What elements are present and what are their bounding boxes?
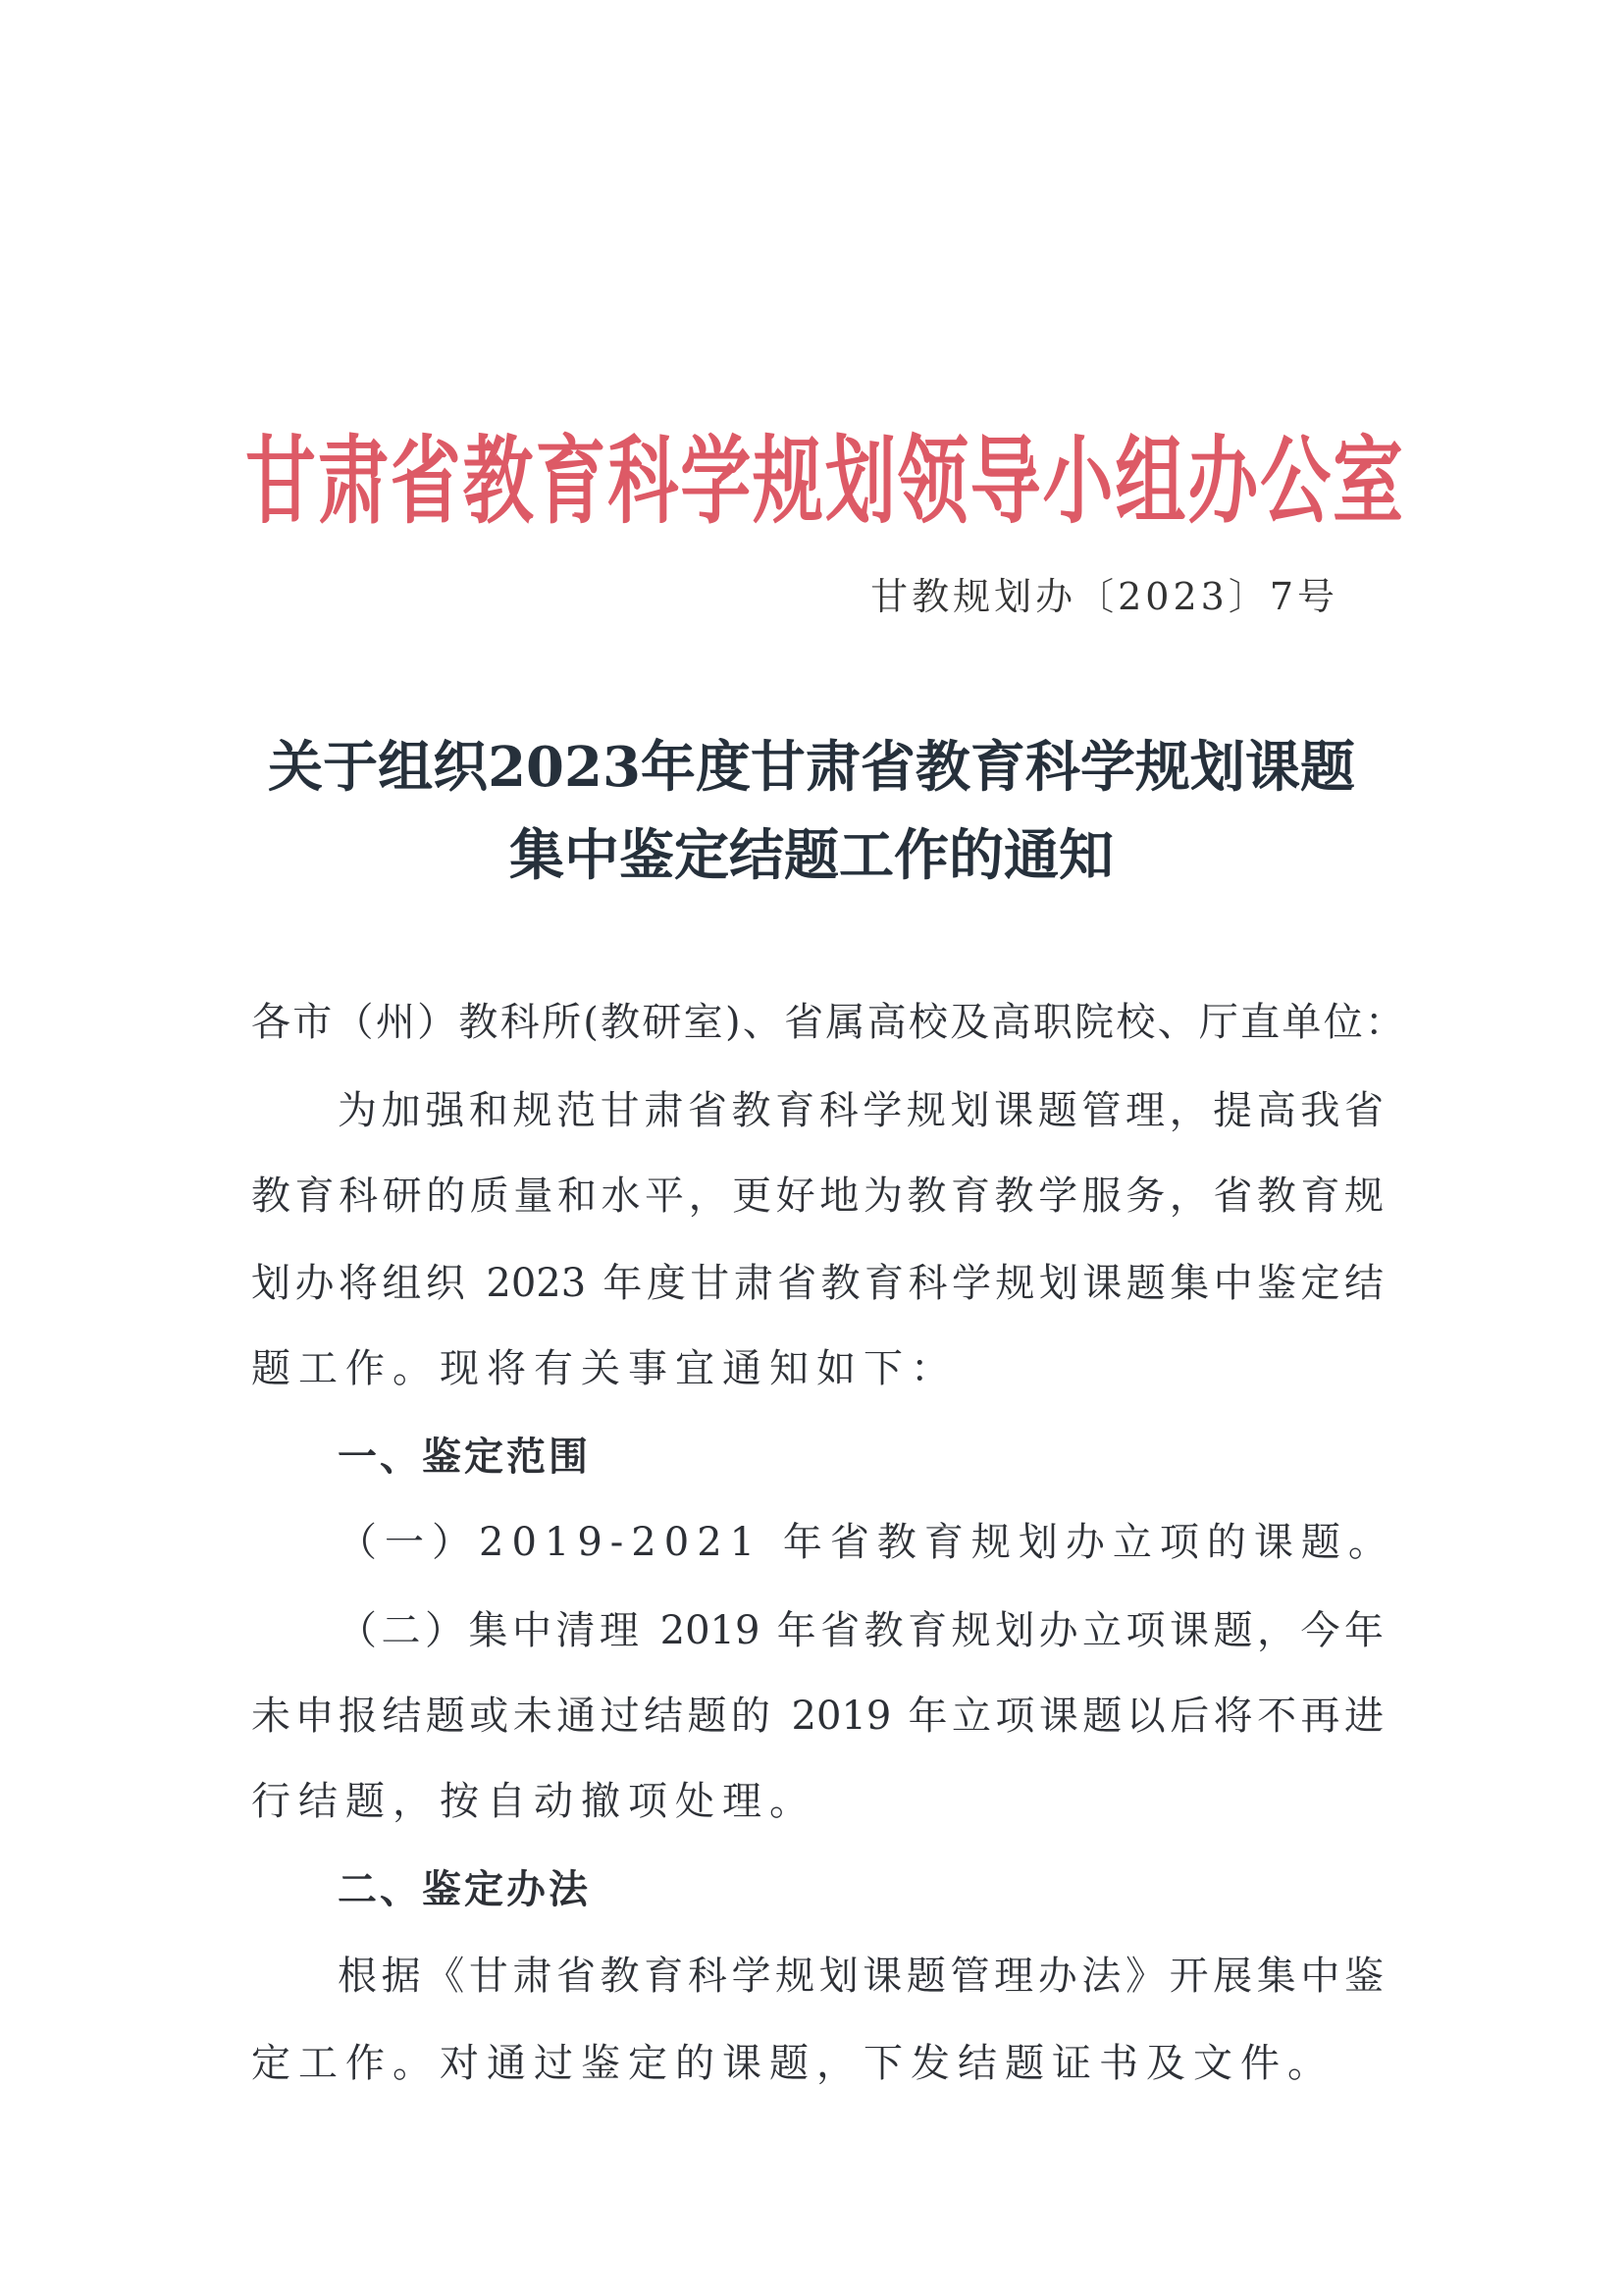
notice-title-line-1: 关于组织2023年度甘肃省教育科学规划课题: [268, 735, 1355, 800]
intro-line: 教育科研的质量和水平，更好地为教育教学服务，省教育规: [251, 1174, 1384, 1219]
intro-line: 为加强和规范甘肃省教育科学规划课题管理，提高我省: [338, 1088, 1384, 1133]
document-number: 甘教规划办〔2023〕7号: [870, 575, 1338, 618]
section-heading-method: 二、鉴定办法: [338, 1867, 591, 1912]
scope-item-2-line: 行结题，按自动撤项处理。: [251, 1779, 816, 1824]
scope-item-1: （一）2019-2021 年省教育规划办立项的课题。: [338, 1520, 1395, 1565]
method-line: 定工作。对通过鉴定的课题，下发结题证书及文件。: [251, 2041, 1335, 2086]
scope-item-2-line: （二）集中清理 2019 年省教育规划办立项课题，今年: [338, 1608, 1384, 1653]
scope-item-2-line: 未申报结题或未通过结题的 2019 年立项课题以后将不再进: [251, 1694, 1384, 1739]
issuing-organization-header: 甘肃省教育科学规划领导小组办公室: [245, 425, 1403, 537]
intro-line: 题工作。现将有关事宜通知如下：: [251, 1346, 958, 1391]
notice-title-line-2: 集中鉴定结题工作的通知: [509, 823, 1114, 888]
method-line: 根据《甘肃省教育科学规划课题管理办法》开展集中鉴: [338, 1954, 1384, 1999]
section-heading-scope: 一、鉴定范围: [338, 1435, 591, 1480]
salutation: 各市（州）教科所(教研室)、省属高校及高职院校、厅直单位：: [251, 1000, 1404, 1045]
intro-line: 划办将组织 2023 年度甘肃省教育科学规划课题集中鉴定结: [251, 1261, 1384, 1306]
